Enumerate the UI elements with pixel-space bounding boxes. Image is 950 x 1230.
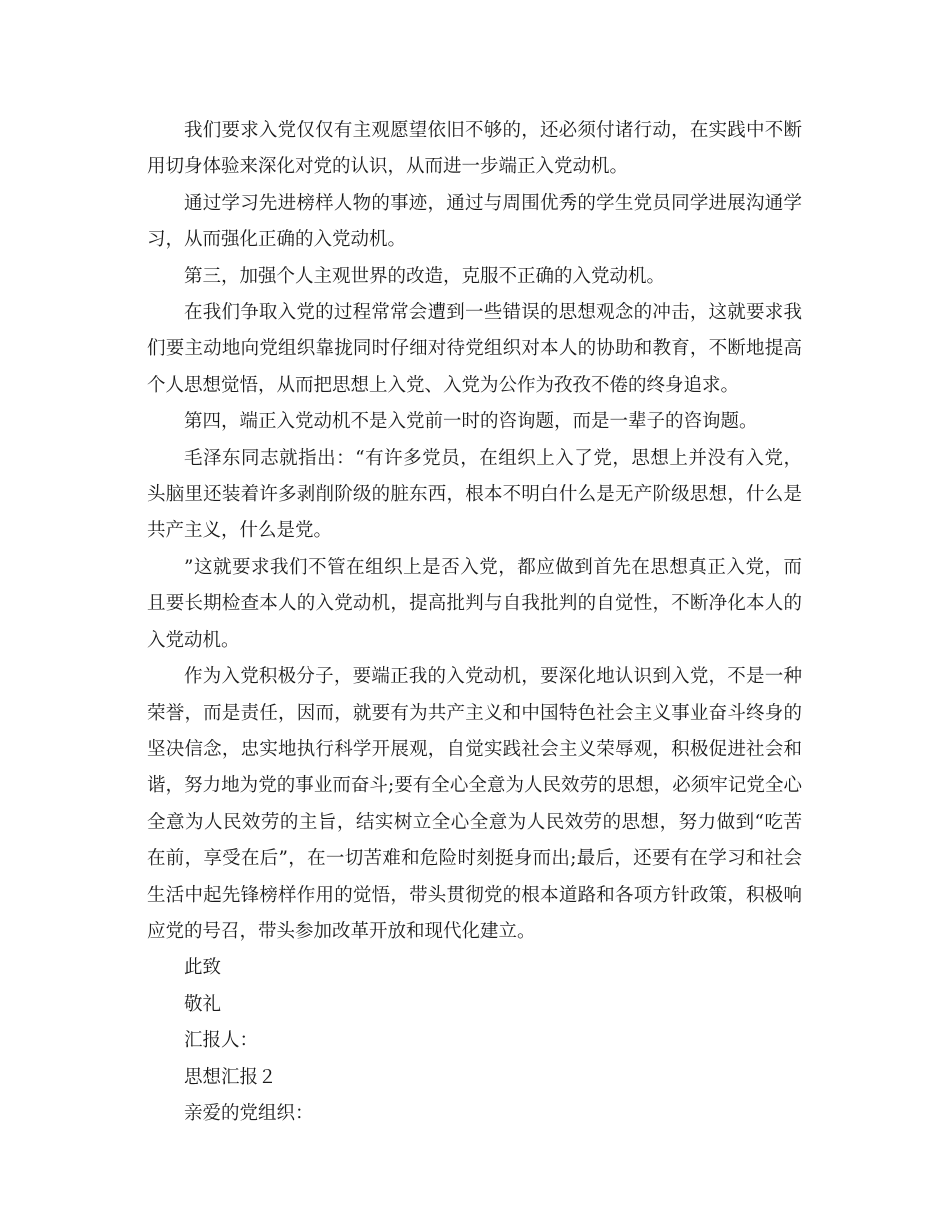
section-title: 思想汇报２ — [184, 1066, 277, 1088]
paragraph: 在我们争取入党的过程常常会遭到一些错误的思想观念的冲击，这就要求我们要主动地向党组织靠拢同时仔细对待党组织对本人的协助和教育，不断地提高个人思想觉悟，从而把思想上入党、入党为公作为孜孜不倦的终身追求。 — [147, 302, 802, 396]
paragraph: 毛泽东同志就指出：“有许多党员，在组织上入了党，思想上并没有入党，头脑里还装着许多剥削阶级的脏东西，根本不明白什么是无产阶级思想，什么是共产主义，什么是党。 — [147, 447, 802, 542]
reporter-line: 汇报人： — [184, 1030, 259, 1052]
closing-line: 此致 — [184, 957, 222, 979]
paragraph: 我们要求入党仅仅有主观愿望依旧不够的，还必须付诸行动，在实践中不断用切身体验来深化对党的认识，从而进一步端正入党动机。 — [147, 120, 802, 178]
greeting-line: 亲爱的党组织： — [184, 1102, 314, 1124]
paragraph: 第四，端正入党动机不是入党前一时的咨询题，而是一辈子的咨询题。 — [184, 411, 758, 433]
paragraph: ”这就要求我们不管在组织上是否入党，都应做到首先在思想真正入党，而且要长期检查本人的入党动机，提高批判与自我批判的自觉性，不断净化本人的入党动机。 — [147, 556, 802, 651]
paragraph: 第三，加强个人主观世界的改造，克服不正确的入党动机。 — [184, 265, 666, 287]
paragraph: 通过学习先进榜样人物的事迹，通过与周围优秀的学生党员同学进展沟通学习，从而强化正确的入党动机。 — [147, 192, 802, 251]
document-body — [147, 113, 802, 1132]
salute-line: 敬礼 — [184, 993, 222, 1015]
paragraph: 作为入党积极分子，要端正我的入党动机，要深化地认识到入党，不是一种荣誉，而是责任，因而，就要有为共产主义和中国特色社会主义事业奋斗终身的坚决信念，忠实地执行科学开展观，自觉实践社会主义荣辱观，积极促进社会和谐，努力地为党的事业而奋斗;要有全心全意为人民效劳的思想，必须牢记党全心全意为人民效劳的主旨，结实树立全心全意为人民效劳的思想，努力做到“吃苦在前，享受在后”，在一切苦难和危险时刻挺身而出;最后，还要有在学习和社会生活中起先锋榜样作用的觉悟，带头贯彻党的根本道路和各项方针政策，积极响应党的号召，带头参加改革开放和现代化建立。 — [147, 666, 802, 942]
